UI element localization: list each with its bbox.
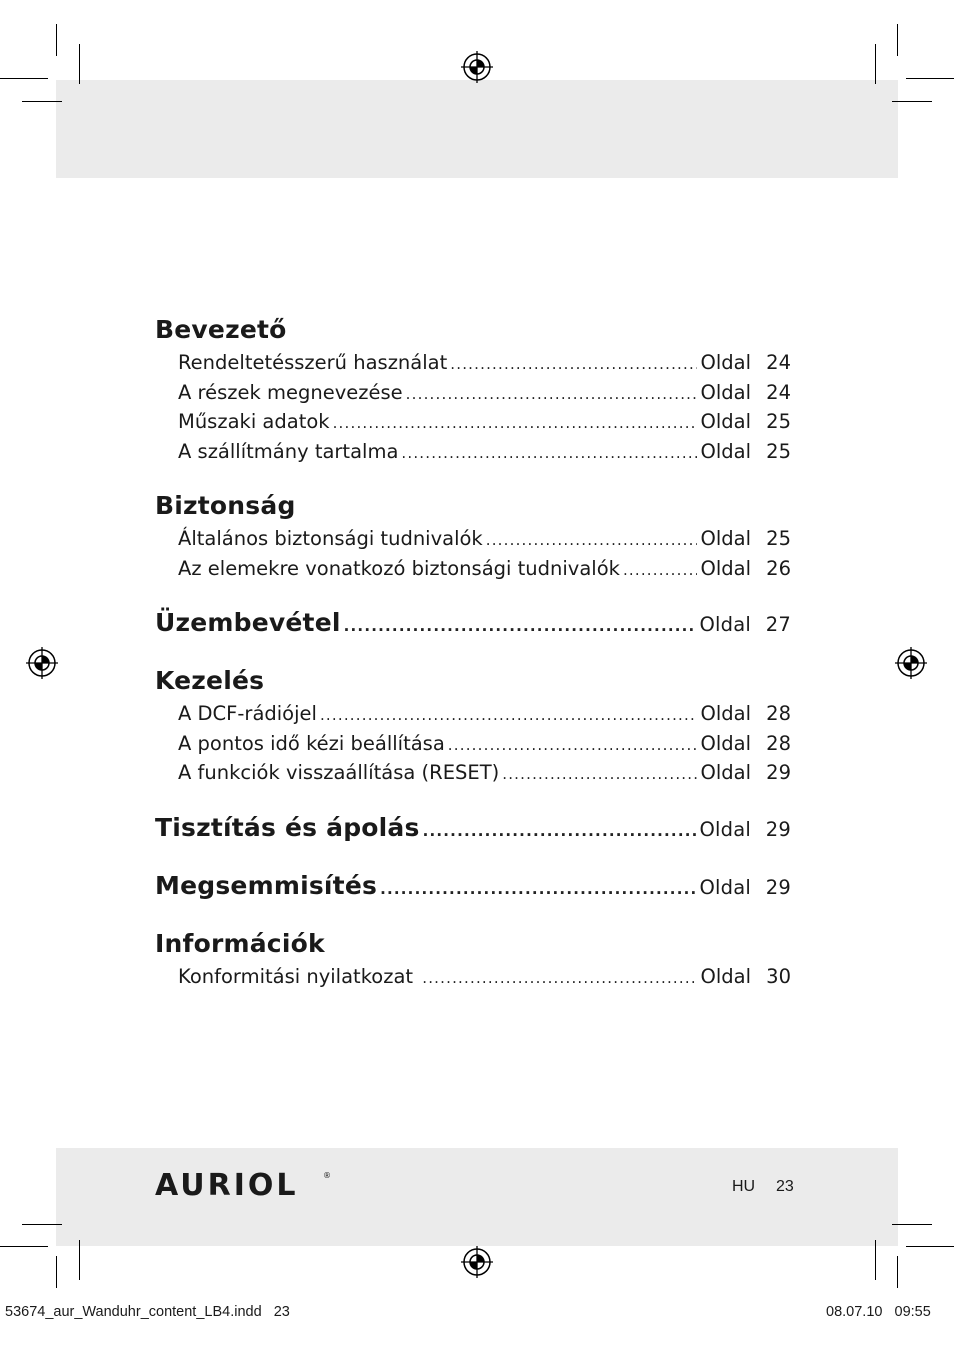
page-word: Oldal — [700, 351, 751, 374]
toc-entry[interactable] — [155, 348, 791, 378]
language-code: HU — [732, 1178, 756, 1195]
entry-label: A részek megnevezése — [178, 380, 403, 404]
entry-label: A funkciók visszaállítása (RESET) — [178, 761, 500, 784]
page-word: Oldal — [700, 731, 751, 755]
page-ref — [700, 437, 791, 467]
toc-section — [155, 312, 791, 466]
page-number: 28 — [766, 702, 791, 725]
page-number: 30 — [766, 964, 791, 988]
entry-label: Konformitási nyilatkozat — [178, 964, 420, 988]
crop-mark — [906, 78, 954, 79]
page-ref — [699, 870, 791, 906]
dot-leader — [450, 350, 697, 380]
page-word: Oldal — [700, 410, 751, 433]
dot-leader — [333, 409, 698, 439]
page-ref — [699, 812, 791, 848]
crop-mark — [906, 1246, 954, 1247]
page-number: 25 — [766, 527, 791, 550]
page-ref — [699, 607, 791, 643]
crop-mark — [79, 44, 80, 84]
page-ref — [700, 348, 791, 378]
dot-leader — [320, 701, 698, 731]
page-number: 27 — [765, 613, 791, 636]
crop-mark — [897, 1256, 898, 1288]
section-title-row[interactable] — [155, 605, 791, 641]
crop-mark — [892, 101, 932, 102]
page-word: Oldal — [700, 761, 751, 784]
registration-icon — [461, 1246, 493, 1278]
page-word: Oldal — [700, 439, 751, 463]
toc-section — [155, 605, 791, 641]
header-band — [56, 80, 898, 178]
crop-mark — [892, 1224, 932, 1225]
entry-label: A DCF-rádiójel — [178, 702, 317, 725]
entry-label: A szállítmány tartalma — [178, 439, 399, 463]
page-number: 28 — [766, 731, 791, 755]
print-slug-file: 53674_aur_Wanduhr_content_LB4.indd 23 — [5, 1304, 290, 1320]
page-number: 24 — [766, 351, 791, 374]
toc-section — [155, 926, 791, 992]
page-ref — [700, 962, 791, 992]
dot-leader — [344, 608, 697, 644]
toc-entry[interactable] — [155, 524, 791, 554]
registration-icon — [461, 51, 493, 83]
entry-label: Műszaki adatok — [178, 410, 330, 433]
dot-leader — [502, 760, 697, 790]
page-number: 29 — [766, 761, 791, 784]
crop-mark — [79, 1240, 80, 1280]
entry-label: Általános biztonsági tudnivalók — [178, 527, 483, 550]
dot-leader — [422, 964, 697, 994]
page-word: Oldal — [699, 875, 751, 899]
page-number: 25 — [766, 410, 791, 433]
entry-label: A pontos idő kézi beállítása — [178, 731, 445, 755]
toc-section — [155, 488, 791, 583]
section-title: Megsemmisítés — [155, 870, 378, 900]
section-title-row[interactable] — [155, 868, 791, 904]
crop-mark — [875, 44, 876, 84]
toc-entry[interactable] — [155, 437, 791, 467]
toc-entry[interactable] — [155, 758, 791, 788]
toc-entry[interactable] — [155, 699, 791, 729]
toc-section — [155, 810, 791, 846]
section-title: Információk — [155, 928, 325, 958]
toc-section — [155, 868, 791, 904]
toc-entry[interactable] — [155, 729, 791, 759]
page-number: 24 — [766, 380, 791, 404]
crop-mark — [22, 101, 62, 102]
section-title: Tisztítás és ápolás — [155, 812, 420, 842]
section-title: Kezelés — [155, 666, 265, 695]
registration-icon — [26, 647, 58, 679]
page-ref — [700, 554, 791, 584]
registration-icon — [895, 647, 927, 679]
page-word: Oldal — [699, 613, 751, 636]
page-ref — [700, 524, 791, 554]
dot-leader — [406, 380, 698, 410]
crop-mark — [22, 1224, 62, 1225]
page-word: Oldal — [700, 964, 751, 988]
crop-mark — [897, 24, 898, 56]
page-word: Oldal — [699, 817, 751, 841]
page-number: 29 — [765, 817, 791, 841]
page-ref — [700, 729, 791, 759]
print-slug-date: 08.07.10 09:55 — [826, 1304, 931, 1320]
crop-mark — [56, 1256, 57, 1288]
toc-entry[interactable] — [155, 962, 791, 992]
crop-mark — [875, 1240, 876, 1280]
toc-entry[interactable] — [155, 407, 791, 437]
page-ref — [700, 699, 791, 729]
dot-leader — [423, 813, 697, 849]
dot-leader — [486, 526, 698, 556]
section-title: Üzembevétel — [155, 608, 341, 637]
dot-leader — [623, 556, 698, 586]
page-word: Oldal — [700, 702, 751, 725]
page-ref — [700, 407, 791, 437]
dot-leader — [401, 439, 697, 469]
crop-mark — [56, 24, 57, 56]
dot-leader — [380, 871, 696, 907]
page-word: Oldal — [700, 380, 751, 404]
logo-text: AURIOL — [155, 1168, 299, 1200]
toc-entry[interactable] — [155, 554, 791, 584]
page-word: Oldal — [700, 556, 751, 580]
entry-label: Az elemekre vonatkozó biztonsági tudnivalók — [178, 556, 620, 580]
page-number: 26 — [766, 556, 791, 580]
page-word: Oldal — [700, 527, 751, 550]
crop-mark — [0, 78, 48, 79]
crop-mark — [0, 1246, 48, 1247]
entry-label: Rendeltetésszerű használat — [178, 351, 448, 374]
page-number: 29 — [765, 875, 791, 899]
section-title-row[interactable] — [155, 810, 791, 846]
page-number-footer: 23 — [776, 1178, 794, 1195]
toc-section — [155, 663, 791, 788]
toc-entry[interactable] — [155, 378, 791, 408]
dot-leader — [448, 731, 698, 761]
table-of-contents — [155, 312, 791, 1013]
page-number: 25 — [766, 439, 791, 463]
section-title: Biztonság — [155, 491, 296, 520]
page-ref — [700, 758, 791, 788]
section-title: Bevezető — [155, 315, 287, 344]
auriol-logo — [155, 1166, 335, 1200]
page-ref — [700, 378, 791, 408]
logo-registered-mark: ® — [323, 1171, 331, 1180]
